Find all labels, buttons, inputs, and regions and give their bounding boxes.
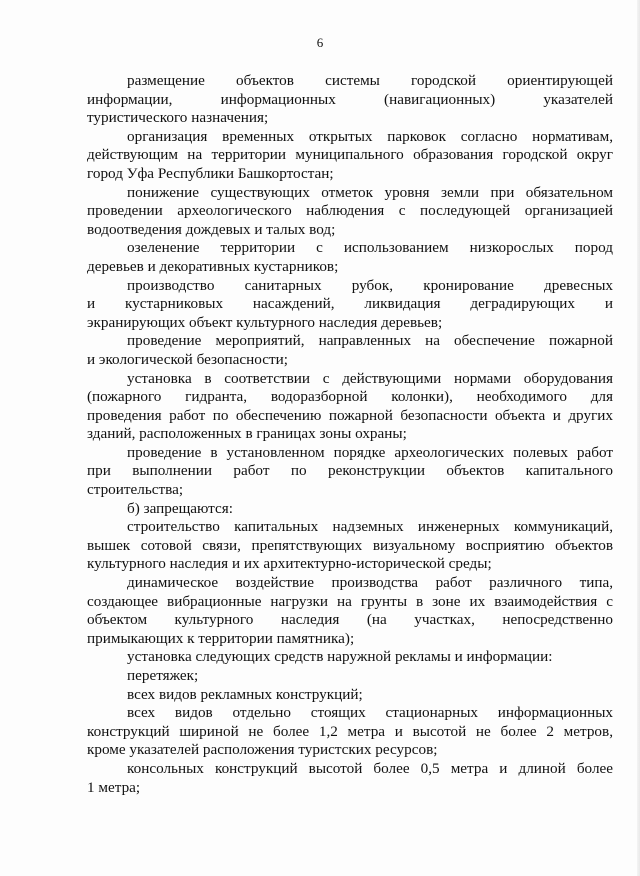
paragraph xyxy=(87,370,613,444)
text-line: размещение объектов системы городской ориентирующей xyxy=(127,72,613,89)
paragraph xyxy=(87,184,613,240)
document-body xyxy=(87,72,613,797)
text-line: проведение в установленном порядке археологических полевых работ xyxy=(127,443,613,461)
paragraph xyxy=(87,239,613,276)
text-line: кроме указателей расположения туристских ресурсов; xyxy=(87,741,438,759)
text-line: конструкций шириной не более 1,2 метра и высотой не более 2 метров, xyxy=(87,722,613,740)
text-line: организация временных открытых парковок согласно нормативам, xyxy=(127,127,613,145)
text-line: установка в соответствии с действующими нормами оборудования xyxy=(127,369,613,387)
text-line: строительства; xyxy=(87,481,184,499)
text-line: производство санитарных рубок, кронирование древесных xyxy=(127,276,613,294)
paragraph xyxy=(87,277,613,333)
text-line: перетяжек; xyxy=(127,667,199,684)
paragraph xyxy=(87,667,613,686)
paragraph xyxy=(87,518,613,574)
paragraph xyxy=(87,760,613,797)
text-line: водоотведения дождевых и талых вод; xyxy=(87,220,336,238)
text-line: б) запрещаются: xyxy=(127,499,233,517)
paragraph xyxy=(87,444,613,500)
text-line: и экологической безопасности; xyxy=(87,350,288,368)
text-line: озеленение территории с использованием низкорослых пород xyxy=(127,239,613,257)
paragraph xyxy=(87,574,613,648)
text-line: консольных конструкций высотой более 0,5 метра и длиной более xyxy=(127,759,613,777)
paragraph xyxy=(87,648,613,667)
text-line: при выполнении работ по реконструкции объектов капитального xyxy=(87,462,613,480)
text-line: город Уфа Республики Башкортостан; xyxy=(87,164,334,182)
page-number: 6 xyxy=(316,35,324,50)
text-line: строительство капитальных надземных инженерных коммуникаций, xyxy=(127,518,613,536)
paragraph xyxy=(87,72,613,128)
text-line: проведения работ по обеспечению пожарной безопасности объекта и других xyxy=(87,406,613,424)
text-line: объектом культурного наследия (на участках, непосредственно xyxy=(87,611,613,629)
text-line: информации, информационных (навигационных) указателей xyxy=(87,90,613,108)
text-line: экранирующих объект культурного наследия деревьев; xyxy=(87,313,443,331)
paragraph xyxy=(87,500,613,519)
text-line: проведении археологического наблюдения с последующей организацией xyxy=(87,202,613,220)
text-line: всех видов отдельно стоящих стационарных информационных xyxy=(127,704,613,722)
text-line: динамическое воздействие производства работ различного типа, xyxy=(127,574,613,592)
text-line: зданий, расположенных в границах зоны охраны; xyxy=(87,425,407,443)
text-line: (пожарного гидранта, водоразборной колонки), необходимого для xyxy=(87,388,613,406)
paragraph xyxy=(87,704,613,760)
text-line: проведение мероприятий, направленных на обеспечение пожарной xyxy=(127,332,613,350)
text-line: культурного наследия и их архитектурно-исторической среды; xyxy=(87,555,492,573)
text-line: и кустарниковых насаждений, ликвидация деградирующих и xyxy=(87,295,613,313)
text-line: вышек сотовой связи, препятствующих визуальному восприятию объектов xyxy=(87,536,613,554)
text-line: действующим на территории муниципального образования городской округ xyxy=(87,146,613,164)
text-line: 1 метра; xyxy=(87,778,141,796)
paragraph xyxy=(87,686,613,705)
paragraph xyxy=(87,332,613,369)
text-line: примыкающих к территории памятника); xyxy=(87,629,355,647)
text-line: туристического назначения; xyxy=(87,109,269,127)
paragraph xyxy=(87,128,613,184)
text-line: установка следующих средств наружной рекламы и информации: xyxy=(127,648,553,666)
text-line: создающее вибрационные нагрузки на грунты в зоне их взаимодействия с xyxy=(87,592,613,610)
text-line: понижение существующих отметок уровня земли при обязательном xyxy=(127,183,613,201)
text-line: деревьев и декоративных кустарников; xyxy=(87,257,339,275)
text-line: всех видов рекламных конструкций; xyxy=(127,685,363,703)
